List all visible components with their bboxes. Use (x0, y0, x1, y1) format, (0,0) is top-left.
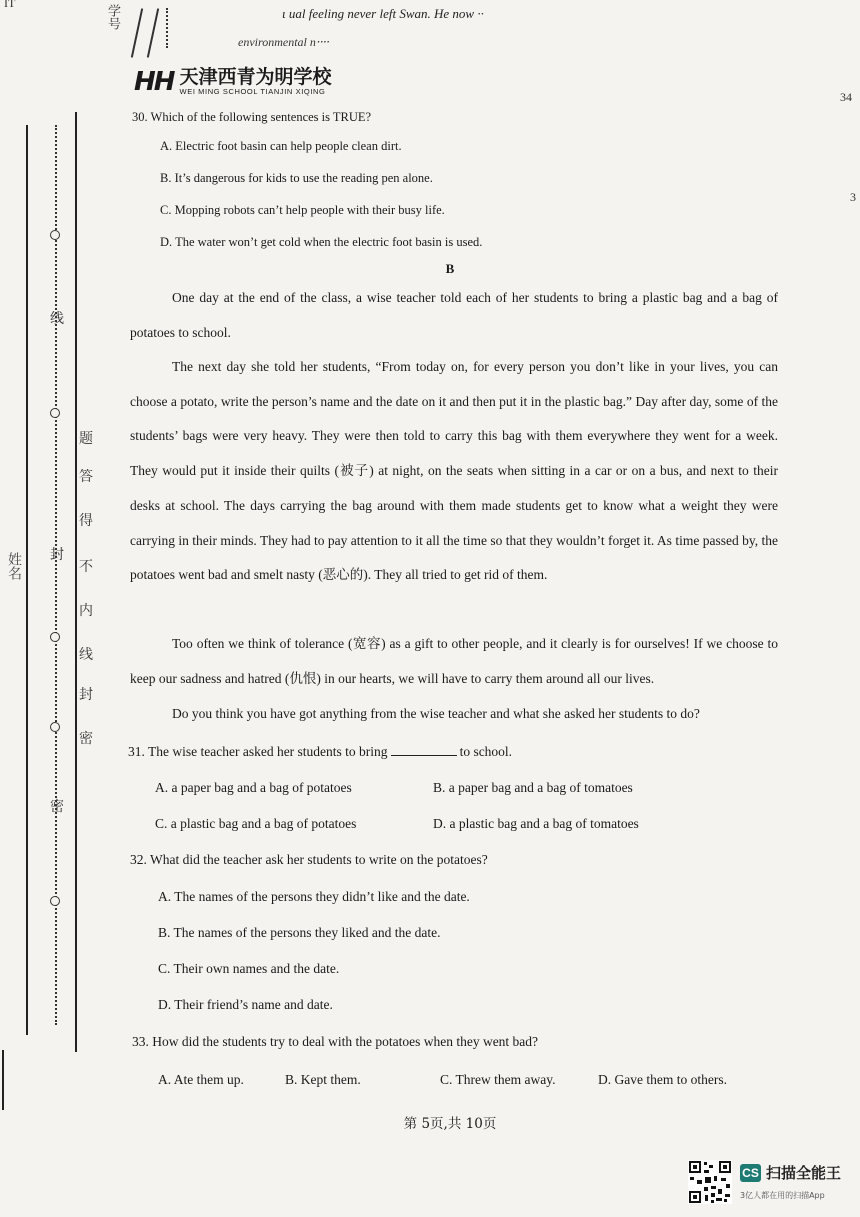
question-31-option-d: D. a plastic bag and a bag of tomatoes (433, 816, 639, 831)
camscanner-title: 扫描全能王 (766, 1164, 842, 1182)
school-name-cn: 天津西青为明学校 (179, 66, 332, 88)
right-binding-rule (75, 112, 77, 1052)
question-31-option-a: A. a paper bag and a bag of potatoes (155, 780, 352, 795)
question-33-stem: 33. How did the students try to deal with the potatoes when they went bad? (132, 1034, 539, 1049)
question-32-stem: 32. What did the teacher ask her students to write on the potatoes? (130, 852, 488, 867)
question-31-option-c: C. a plastic bag and a bag of potatoes (155, 816, 357, 831)
previous-passage-fragment-2: environmental n⸱⸱⸱⸱ (238, 35, 329, 49)
binding-circle-2 (50, 408, 60, 418)
binding-char-ti: 题 (79, 431, 93, 447)
binding-circle-4 (50, 722, 60, 732)
binding-char-feng: 封 (50, 547, 64, 563)
binding-char-da: 答 (79, 469, 93, 485)
passage-paragraph-2: The next day she told her students, “From today on, for every person you don’t like in your lives, you can choose a potato, write the person’s name and the date on it and then put it in the plastic bag.” Day after day, some of the students’ bags were very heavy. They were then told to carry this bag with them everywhere they went for a week. They would put it inside their quilts (被子) at night, on the seats when sitting in a car or on a bus, and next to their desks at school. The days carrying the bag around with them made students get to know what a weight they were carrying in their minds. They had to pay attention to it all the time so that they wouldn’t forget it. As time passed by, the potatoes went bad and smelt nasty (恶心的). They all tried to get rid of them. (130, 359, 778, 583)
question-33-option-d: D. Gave them to others. (598, 1072, 727, 1087)
question-33-option-b: B. Kept them. (285, 1072, 361, 1087)
page-number: 第 5页,共 10页 (403, 1116, 497, 1132)
passage-paragraph-3: Too often we think of tolerance (宽容) as a gift to other people, and it clearly is for ourselves! If we choose to keep our sadness and hatred (仇恨) in our hearts, we will have to carry them around all our lives. (130, 636, 778, 686)
question-31-stem: 31. The wise teacher asked her students to bring to school. (128, 744, 513, 759)
camscanner-logo-icon: CS (740, 1164, 761, 1182)
question-32-option-d: D. Their friend’s name and date. (158, 997, 333, 1012)
question-30-option-b: B. It’s dangerous for kids to use the reading pen alone. (160, 171, 433, 185)
top-dotted-line (166, 8, 168, 48)
question-32-option-a: A. The names of the persons they didn’t like and the date. (158, 889, 470, 904)
question-30-option-d: D. The water won’t get cold when the electric foot basin is used. (160, 235, 483, 249)
binding-circle-1 (50, 230, 60, 240)
question-33-option-c: C. Threw them away. (440, 1072, 556, 1087)
left-edge-mark: IT (4, 0, 16, 10)
question-31-option-b: B. a paper bag and a bag of tomatoes (433, 780, 633, 795)
previous-passage-fragment: ι ual feeling never left Swan. He now ·· (282, 6, 484, 21)
binding-circle-3 (50, 632, 60, 642)
binding-char-mi-2: 密 (50, 799, 64, 815)
question-30-option-a: A. Electric foot basin can help people clean dirt. (160, 139, 402, 153)
right-margin-number-1: 34 (840, 90, 852, 104)
student-id-label: 学号 (106, 4, 121, 30)
binding-char-nei: 内 (79, 603, 93, 619)
section-b-heading: B (445, 261, 455, 276)
binding-char-xian-2: 线 (79, 647, 93, 663)
right-margin-number-2: 3 (850, 190, 856, 204)
binding-char-xian: 线 (50, 311, 64, 327)
qr-code-icon (688, 1160, 732, 1204)
question-30-option-c: C. Mopping robots can’t help people with their busy life. (160, 203, 445, 217)
left-edge-rule (2, 1050, 4, 1110)
binding-char-feng-2: 封 (79, 687, 93, 703)
passage-paragraph-4: Do you think you have got anything from the wise teacher and what she asked her students to do? (172, 706, 700, 721)
binding-char-mi: 密 (79, 731, 93, 747)
binding-circle-5 (50, 896, 60, 906)
name-side-note: 姓名 (6, 552, 22, 580)
binding-char-bu: 不 (79, 559, 93, 575)
top-slash-2 (147, 8, 159, 57)
question-32-option-c: C. Their own names and the date. (158, 961, 340, 976)
school-logo: HH (134, 67, 174, 97)
school-header (134, 67, 332, 97)
question-33-option-a: A. Ate them up. (158, 1072, 244, 1087)
question-30-stem: 30. Which of the following sentences is TRUE? (132, 110, 372, 124)
question-32-option-b: B. The names of the persons they liked and the date. (158, 925, 441, 940)
camscanner-subtitle: 3亿人都在用的扫描App (740, 1191, 825, 1200)
answer-blank (391, 743, 457, 756)
binding-char-de: 得 (79, 513, 93, 529)
school-name-en: WEI MING SCHOOL TIANJIN XIQING (179, 87, 326, 96)
binding-dotted-line (55, 125, 57, 1025)
top-slash-1 (131, 8, 143, 57)
passage-paragraph-1: One day at the end of the class, a wise teacher told each of her students to bring a plastic bag and a bag of potatoes to school. (130, 290, 778, 340)
